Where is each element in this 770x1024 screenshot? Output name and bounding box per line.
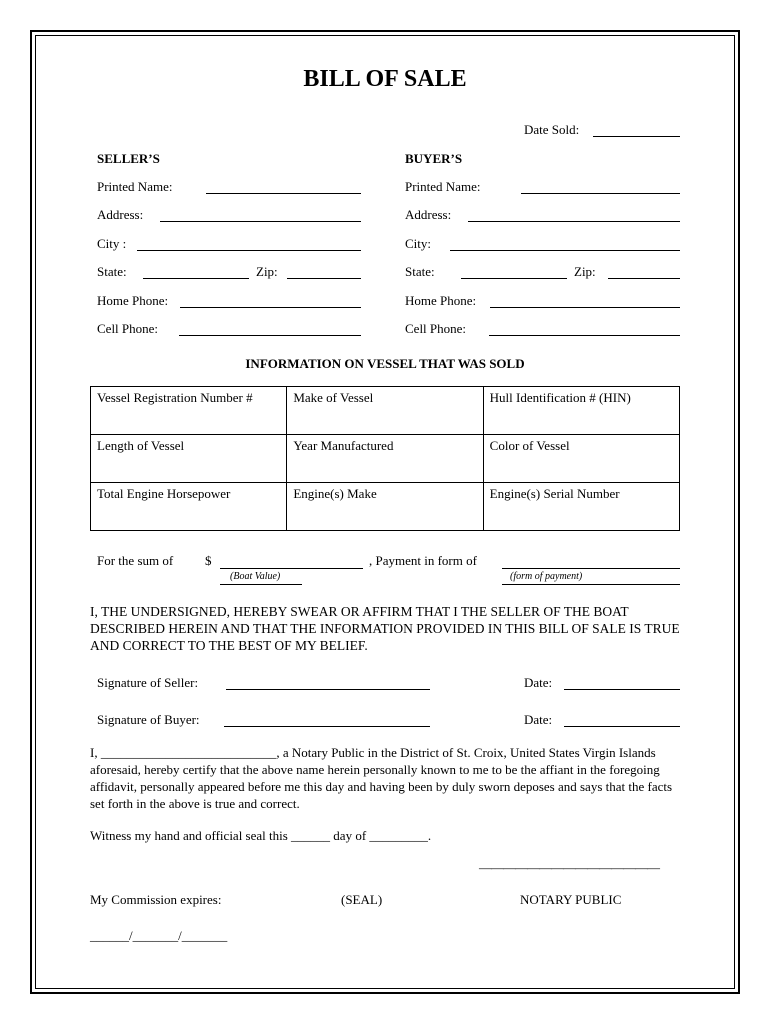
seller-printed-name-label: Printed Name:	[97, 179, 173, 194]
seller-address-field[interactable]	[160, 221, 361, 222]
buyer-address-field[interactable]	[468, 221, 680, 222]
seller-zip-field[interactable]	[287, 278, 361, 279]
boat-value-caption: (Boat Value)	[230, 571, 281, 582]
commission-date-field[interactable]: ______/_______/_______	[90, 928, 228, 943]
engine-serial-cell[interactable]: Engine(s) Serial Number	[483, 483, 679, 531]
seller-cell-phone-label: Cell Phone:	[97, 321, 159, 336]
buyer-city-label: City:	[405, 236, 432, 251]
seller-home-phone-label: Home Phone:	[97, 293, 169, 308]
affirmation-statement: I, THE UNDERSIGNED, HEREBY SWEAR OR AFFIRM THAT I THE SELLER OF THE BOAT DESCRIBED HEREIN AND THAT THE INFORMATION PROVIDED IN THIS BILL OF SALE IS TRUE AND CORRECT TO THE BEST OF MY BELIEF.	[90, 604, 680, 653]
vessel-length-cell[interactable]: Length of Vessel	[91, 435, 287, 483]
sum-label: For the sum of	[97, 553, 174, 568]
payment-form-caption: (form of payment)	[510, 571, 583, 582]
buyer-printed-name-field[interactable]	[521, 193, 680, 194]
buyer-signature-label: Signature of Buyer:	[97, 712, 200, 727]
seller-date-label: Date:	[524, 675, 553, 690]
vessel-make-cell[interactable]: Make of Vessel	[287, 387, 483, 435]
buyer-printed-name-label: Printed Name:	[405, 179, 481, 194]
buyer-date-label: Date:	[524, 712, 553, 727]
document-title: BILL OF SALE	[303, 66, 467, 92]
seller-printed-name-field[interactable]	[206, 193, 361, 194]
notary-certification: I, ___________________________, a Notary Public in the District of St. Croix, United States Virgin Islands aforesaid, hereby certify that the above name herein personally known to me to be the affiant in the foregoing affidavit, personally appeared before me this day and having been by duly sworn deposes and says that the facts set forth in the above is true and correct.	[90, 745, 673, 811]
table-row	[91, 387, 680, 435]
seller-city-field[interactable]	[137, 250, 361, 251]
buyer-home-phone-field[interactable]	[490, 307, 680, 308]
buyer-zip-field[interactable]	[608, 278, 680, 279]
buyer-home-phone-label: Home Phone:	[405, 293, 477, 308]
vessel-info-table	[90, 386, 680, 531]
seller-signature-label: Signature of Seller:	[97, 675, 199, 690]
year-manufactured-cell[interactable]: Year Manufactured	[287, 435, 483, 483]
buyer-zip-label: Zip:	[574, 264, 596, 279]
buyer-city-field[interactable]	[450, 250, 680, 251]
vessel-registration-cell[interactable]: Vessel Registration Number #	[91, 387, 287, 435]
notary-signature-line[interactable]: ———————————————	[479, 860, 659, 875]
buyer-signature-field[interactable]	[224, 726, 430, 727]
hull-id-cell[interactable]: Hull Identification # (HIN)	[483, 387, 679, 435]
seller-city-label: City :	[97, 236, 127, 251]
seller-cell-phone-field[interactable]	[179, 335, 361, 336]
buyer-cell-phone-label: Cell Phone:	[405, 321, 467, 336]
boat-value-caption-rule	[220, 584, 302, 585]
seller-state-label: State:	[97, 264, 127, 279]
seller-home-phone-field[interactable]	[180, 307, 361, 308]
notary-public-label: NOTARY PUBLIC	[520, 892, 622, 907]
table-row	[91, 435, 680, 483]
seller-state-field[interactable]	[143, 278, 249, 279]
witness-statement: Witness my hand and official seal this ______ day of _________.	[90, 828, 432, 843]
buyer-address-label: Address:	[405, 207, 452, 222]
buyer-state-label: State:	[405, 264, 435, 279]
buyer-state-field[interactable]	[461, 278, 567, 279]
engine-horsepower-cell[interactable]: Total Engine Horsepower	[91, 483, 287, 531]
table-row	[91, 483, 680, 531]
payment-form-label: , Payment in form of	[369, 553, 477, 568]
date-sold-field[interactable]	[593, 136, 680, 137]
seller-address-label: Address:	[97, 207, 144, 222]
buyer-cell-phone-field[interactable]	[489, 335, 680, 336]
date-sold-label: Date Sold:	[524, 122, 580, 137]
commission-expires-label: My Commission expires:	[90, 892, 222, 907]
boat-value-field[interactable]	[220, 568, 363, 569]
engine-make-cell[interactable]: Engine(s) Make	[287, 483, 483, 531]
vessel-color-cell[interactable]: Color of Vessel	[483, 435, 679, 483]
payment-form-caption-rule	[502, 584, 680, 585]
payment-form-field[interactable]	[502, 568, 680, 569]
seller-zip-label: Zip:	[256, 264, 278, 279]
currency-symbol: $	[205, 553, 212, 568]
seller-date-field[interactable]	[564, 689, 680, 690]
buyer-date-field[interactable]	[564, 726, 680, 727]
seller-signature-field[interactable]	[226, 689, 430, 690]
seal-label: (SEAL)	[341, 892, 383, 907]
vessel-section-title: INFORMATION ON VESSEL THAT WAS SOLD	[245, 356, 525, 371]
seller-heading: SELLER’S	[97, 151, 160, 166]
buyer-heading: BUYER’S	[405, 151, 463, 166]
